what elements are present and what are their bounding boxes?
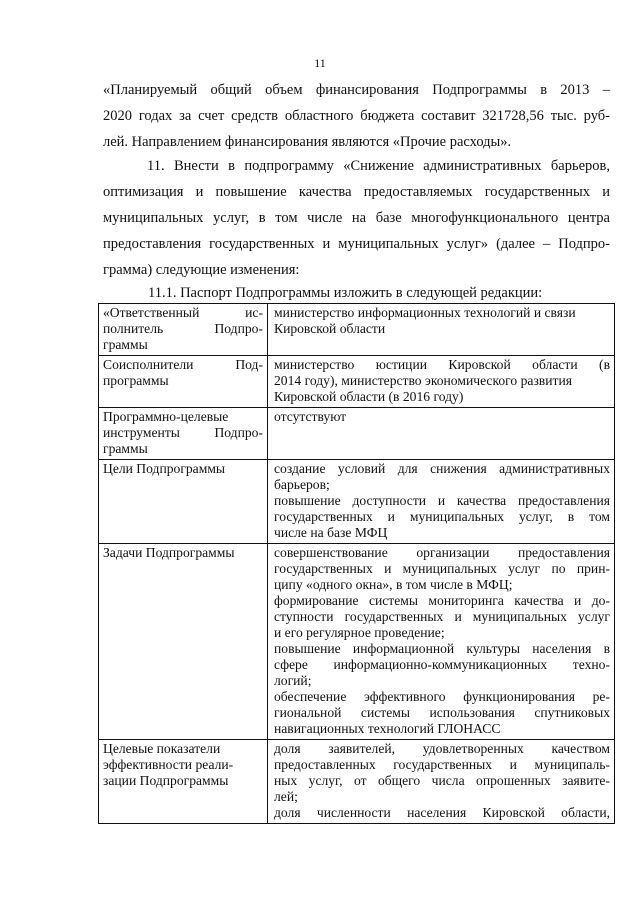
value-line: логий;: [274, 673, 312, 688]
value-line: 2014 году), министерство экономического развития: [274, 373, 572, 388]
table-row: [99, 304, 615, 356]
row-value: [268, 460, 615, 544]
value-line: гиональной системы использования спутниковых: [274, 705, 610, 720]
value-line: числе на базе МФЦ: [274, 525, 388, 540]
text-line: «Планируемый общий объем финансирования Подпрограммы в 2013 –: [103, 82, 610, 98]
label-line: Целевые показатели: [103, 741, 221, 756]
label-line: Соисполнители Под-: [103, 357, 263, 372]
table-row: [99, 408, 615, 460]
value-line: сфере информационно-коммуникационных техно-: [274, 657, 610, 672]
value-line: Кировской области: [274, 321, 386, 336]
value-line: ных услуг, от общего числа опрошенных заявите-: [274, 773, 610, 788]
value-line: доля численности населения Кировской области,: [274, 805, 610, 820]
value-line: повышение информационной культуры населения в: [274, 641, 610, 656]
row-label: [99, 408, 268, 460]
value-line: формирование системы мониторинга качества и до-: [274, 593, 610, 608]
text-line: оптимизация и повышение качества предоставляемых государственных и: [103, 184, 610, 200]
financing-paragraph: [103, 77, 610, 155]
text-line: муниципальных услуг, в том числе на базе многофункционального центра: [103, 210, 610, 226]
text-line: грамма) следующие изменения:: [103, 262, 300, 278]
value-line: государственных и муниципальных услуг, в том: [274, 509, 610, 524]
value-line: обеспечение эффективного функционирования ре-: [274, 689, 610, 704]
page-number: 11: [314, 56, 326, 70]
value-line: министерство информационных технологий и связи: [274, 305, 576, 320]
label-line: полнитель Подпро-: [103, 321, 263, 336]
table-row: [99, 740, 615, 824]
table-caption: 11.1. Паспорт Подпрограммы изложить в следующей редакции:: [148, 285, 543, 301]
value-line: барьеров;: [274, 477, 330, 492]
value-line: совершенствование организации предоставления: [274, 545, 610, 560]
label-line: программы: [103, 373, 169, 388]
row-value: [268, 408, 615, 460]
value-line: министерство юстиции Кировской области (в: [274, 357, 610, 372]
row-label: [99, 356, 268, 408]
value-line: Кировской области (в 2016 году): [274, 389, 464, 404]
row-label: [99, 544, 268, 740]
row-label: [99, 460, 268, 544]
amendment-paragraph: [103, 153, 610, 283]
table-row: [99, 356, 615, 408]
label-line: Задачи Подпрограммы: [103, 545, 235, 560]
value-line: доля заявителей, удовлетворенных качеством: [274, 741, 610, 756]
value-line: создание условий для снижения административных: [274, 461, 610, 476]
row-value: [268, 740, 615, 824]
table-row: [99, 460, 615, 544]
value-line: навигационных технологий ГЛОНАСС: [274, 721, 501, 736]
label-line: Программно-целевые: [103, 409, 229, 424]
row-label: [99, 740, 268, 824]
label-line: инструменты Подпро-: [103, 425, 263, 440]
row-value: [268, 544, 615, 740]
row-label: [99, 304, 268, 356]
row-value: [268, 356, 615, 408]
label-line: эффективности реали-: [103, 757, 234, 772]
value-line: ципу «одного окна», в том числе в МФЦ;: [274, 577, 513, 592]
label-line: граммы: [103, 441, 148, 456]
value-line: ступности государственных и муниципальных услуг: [274, 609, 610, 624]
row-value: [268, 304, 615, 356]
label-line: Цели Подпрограммы: [103, 461, 226, 476]
value-line: предоставленных государственных и муниципаль-: [274, 757, 610, 772]
label-line: «Ответственный ис-: [103, 305, 263, 320]
text-line: лей. Направлением финансирования являются «Прочие расходы».: [103, 134, 512, 150]
value-line: отсутствуют: [274, 409, 347, 424]
text-line: 2020 годах за счет средств областного бюджета составит 321728,56 тыс. руб-: [103, 108, 610, 124]
value-line: повышение доступности и качества предоставления: [274, 493, 610, 508]
text-line: 11. Внести в подпрограмму «Снижение административных барьеров,: [147, 158, 610, 174]
value-line: лей;: [274, 789, 298, 804]
passport-table: [98, 303, 615, 824]
value-line: государственных и муниципальных услуг по прин-: [274, 561, 610, 576]
value-line: и его регулярное проведение;: [274, 625, 445, 640]
label-line: граммы: [103, 337, 148, 352]
label-line: зации Подпрограммы: [103, 773, 229, 788]
text-line: предоставления государственных и муниципальных услуг» (далее – Подпро-: [103, 236, 610, 252]
table-row: [99, 544, 615, 740]
